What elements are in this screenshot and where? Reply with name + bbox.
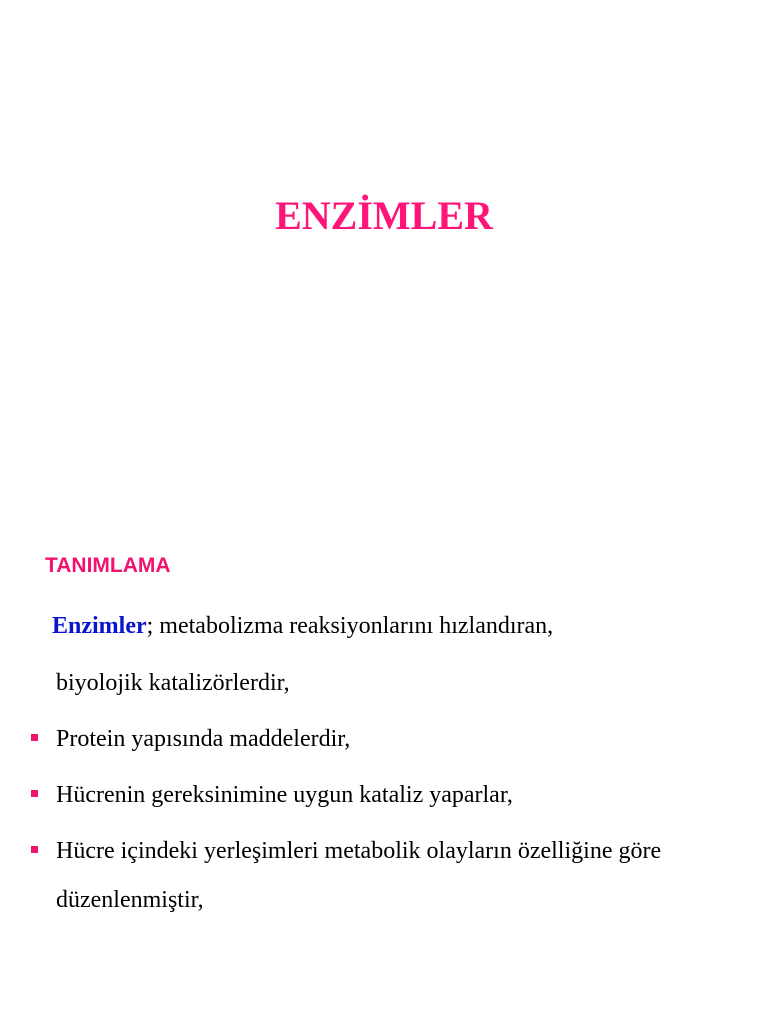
square-bullet-icon [31, 790, 38, 797]
definition-line-2: biyolojik katalizörlerdir, [56, 670, 290, 696]
bullet-item [0, 780, 768, 810]
definition-term: Enzimler [52, 613, 147, 639]
bullet-text: Protein yapısında maddelerdir, [56, 726, 351, 752]
bullet-item [0, 724, 768, 754]
slide-title: ENZİMLER [275, 193, 493, 238]
bullet-item [0, 836, 768, 866]
bullet-text: Hücrenin gereksinimine uygun kataliz yaparlar, [56, 782, 513, 808]
bullet-text: Hücre içindeki yerleşimleri metabolik olayların özelliğine göre [56, 838, 662, 864]
square-bullet-icon [31, 846, 38, 853]
bullet-text-continuation: düzenlenmiştir, [56, 887, 204, 913]
section-heading: TANIMLAMA [45, 554, 171, 577]
definition-text: ; metabolizma reaksiyonlarını hızlandıran, [146, 613, 554, 639]
definition-line-1 [52, 611, 553, 641]
square-bullet-icon [31, 734, 38, 741]
